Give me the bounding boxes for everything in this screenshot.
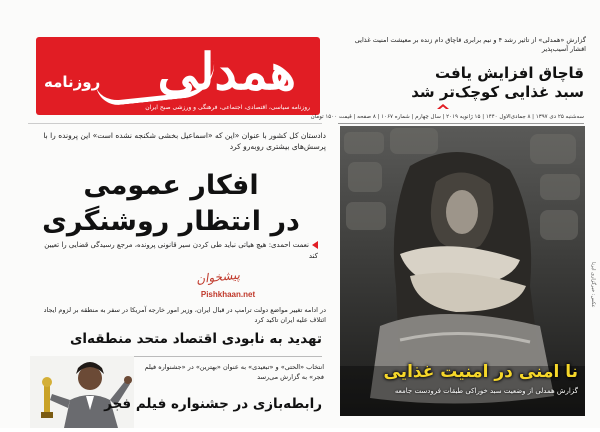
- watermark-url: Pishkhaan.net: [200, 290, 256, 299]
- masthead: [36, 37, 320, 115]
- teaser-headline-line1: قاچاق افزایش یافت: [435, 64, 584, 82]
- bird-icon: [436, 103, 450, 111]
- lead-headline-line2: در انتظار روشنگری: [42, 206, 300, 237]
- header-rule-left: [28, 123, 322, 124]
- teaser-headline-line2: سبد غذایی کوچک‌تر شد: [411, 83, 584, 101]
- portrait-photo: [30, 356, 134, 428]
- watermark-logo: پیشخوان: [195, 267, 241, 287]
- portrait-image: [30, 356, 134, 428]
- lead-headline: [36, 168, 306, 240]
- third-story-headline: رابطه‌بازی در جشنواره فیلم فجر: [104, 396, 322, 412]
- dateline: سه‌شنبه ۲۵ دی ۱۳۹۷ | ۸ جمادی‌الاول ۱۴۴۰ | ۱۵ ژانویه ۲۰۱۹ | سال چهارم | شماره ۱۰۶۷ | ۸ صفحه | قیمت ۱۵۰۰ تومان: [310, 114, 584, 120]
- lead-kicker: دادستان کل کشور با عنوان «این که «اسماعیل بخشی شکنجه نشده است» این پرونده را با پرسش‌های بیشتری روبه‌رو کرد: [43, 131, 326, 151]
- photo-credit: عکس: خبرگزاری ایرنا: [590, 262, 596, 308]
- second-story-kicker: در ادامه تغییر مواضع دولت ترامپ در قبال ایران، وزیر امور خارجه آمریکا در سفر به منطقه بر لزوم ایجاد ائتلاف علیه ایران تاکید کرد: [43, 306, 326, 324]
- tagline: روزنامه سیاسی، اقتصادی، اجتماعی، فرهنگی و ورزشی صبح ایران: [145, 104, 310, 111]
- newspaper-logo: همدلی: [157, 42, 296, 101]
- bullet-icon: [312, 241, 318, 249]
- teaser-headline: [350, 64, 584, 102]
- third-story-kicker: انتخاب «الحتی» و «تبعیدی» به عنوان «بهترین» در «جشنواره فیلم فجر» به گزارش می‌رسد: [144, 363, 324, 381]
- lead-body-text: نعمت احمدی: هیچ هیاتی نباید طی کردن سیر قانونی پرونده، مرجع رسیدگی قضایی را تعیین کند: [44, 241, 318, 260]
- photo-headline: نا امنی در امنیت غذایی: [383, 362, 578, 382]
- teaser-kicker: گزارش «همدلی» از تاثیر رشد ۴ و نیم برابری قاچاق دام زنده بر معیشت امنیت غذایی اقشار آسیب‌پذیر: [354, 36, 586, 53]
- logo-prefix: روزنامه: [44, 73, 101, 91]
- second-story-headline: تهدید به نابودی اقتصاد متحد منطقه‌ای: [70, 331, 322, 347]
- photo-caption: گزارش همدلی از وضعیت سبد خوراکی طبقات فرودست جامعه: [394, 387, 578, 395]
- lead-body-snippet: [36, 240, 318, 262]
- header-rule: [338, 123, 584, 124]
- lead-headline-line1: افکار عمومی: [83, 170, 259, 201]
